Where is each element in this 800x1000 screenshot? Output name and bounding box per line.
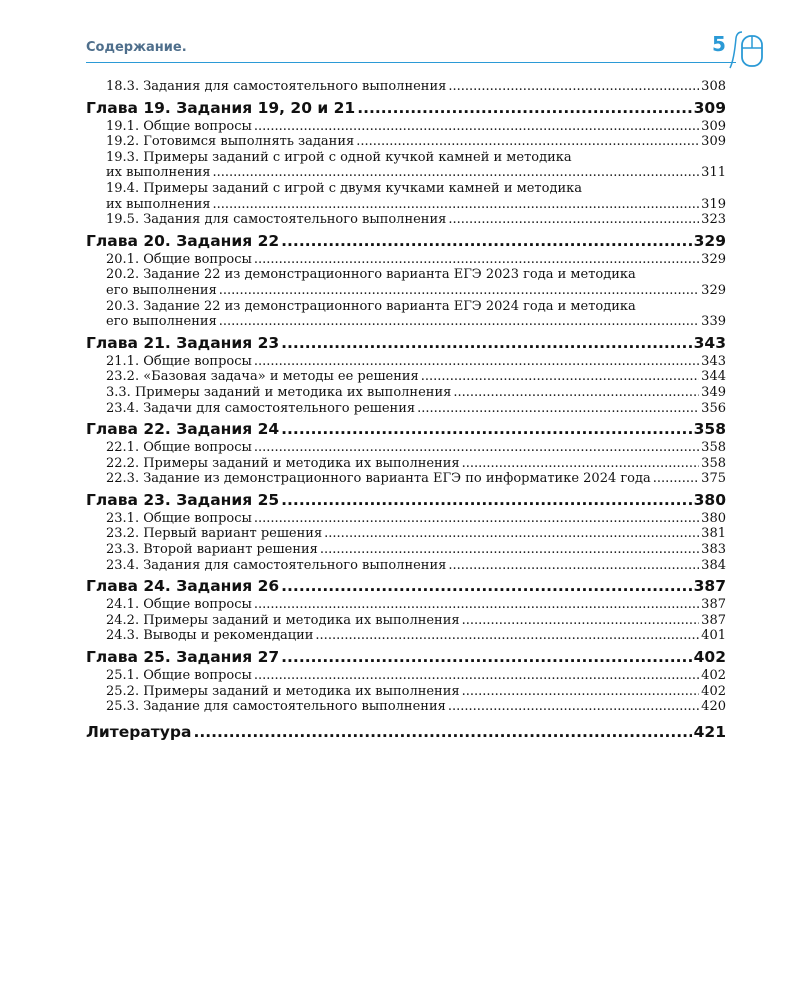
toc-entry-title: Глава 25. Задания 27: [86, 648, 280, 667]
dot-leader: [462, 684, 700, 700]
dot-leader: [254, 252, 699, 268]
toc-section-entry: [86, 558, 726, 574]
toc-entry-page: 383: [701, 542, 726, 558]
toc-entry-page: 401: [701, 628, 726, 644]
toc-section-entry: [86, 134, 726, 150]
toc-entry-title: Глава 24. Задания 26: [86, 577, 280, 596]
dot-leader: [212, 165, 699, 181]
toc-chapter-entry: [86, 577, 726, 595]
page-number: 5: [712, 32, 726, 56]
toc-entry-title: 25.2. Примеры заданий и методика их выполнения: [106, 683, 460, 699]
toc-entry-page: 358: [693, 420, 726, 439]
dot-leader: [356, 134, 699, 150]
toc-entry-title: Глава 23. Задания 25: [86, 490, 280, 509]
toc-entry-title-continued: их выполнения: [106, 165, 211, 181]
toc-entry-title: 19.5. Задания для самостоятельного выполнения: [106, 212, 447, 228]
dot-leader: [254, 511, 699, 527]
toc-section-entry: [86, 526, 726, 542]
dot-leader: [281, 232, 691, 250]
toc-entry-page: 319: [701, 196, 726, 212]
table-of-contents: [86, 79, 726, 743]
toc-entry-page: 309: [693, 98, 726, 117]
toc-section-entry: [86, 511, 726, 527]
toc-entry-title: 22.2. Примеры заданий и методика их выполнения: [106, 455, 460, 471]
toc-section-entry: [86, 613, 726, 629]
toc-entry-title: 3.3. Примеры заданий и методика их выполнения: [106, 384, 452, 400]
toc-entry-page: 387: [701, 612, 726, 628]
toc-section-entry: [86, 354, 726, 370]
toc-chapter-entry: [86, 99, 726, 117]
toc-section-entry: [86, 668, 726, 684]
toc-entry-page: 387: [701, 597, 726, 613]
dot-leader: [453, 385, 699, 401]
dot-leader: [421, 369, 699, 385]
toc-entry-page: 421: [693, 722, 726, 741]
toc-entry-title: 24.2. Примеры заданий и методика их выполнения: [106, 612, 460, 628]
running-header-title: Содержание.: [86, 40, 187, 55]
toc-entry-title: 19.1. Общие вопросы: [106, 118, 252, 134]
toc-chapter-entry: [86, 648, 726, 666]
toc-entry-page: 358: [701, 455, 726, 471]
toc-section-entry: [86, 699, 726, 715]
toc-entry-title: 23.1. Общие вопросы: [106, 510, 252, 526]
toc-entry-page: 420: [701, 699, 726, 715]
toc-section-entry: [86, 212, 726, 228]
toc-entry-title: Глава 21. Задания 23: [86, 333, 280, 352]
toc-entry-title: Глава 19. Задания 19, 20 и 21: [86, 98, 356, 117]
dot-leader: [462, 613, 700, 629]
toc-entry-title-continued: их выполнения: [106, 196, 211, 212]
toc-section-entry: [86, 79, 726, 95]
toc-entry-title: 25.1. Общие вопросы: [106, 668, 252, 684]
dot-leader: [254, 440, 699, 456]
toc-chapter-entry: [86, 334, 726, 352]
dot-leader: [193, 723, 691, 741]
dot-leader: [281, 420, 691, 438]
dot-leader: [324, 526, 699, 542]
toc-entry-page: 329: [693, 231, 726, 250]
toc-section-entry: [86, 299, 726, 330]
toc-entry-page: 375: [701, 471, 726, 487]
toc-section-entry: [86, 181, 726, 212]
dot-leader: [254, 119, 699, 135]
dot-leader: [254, 668, 699, 684]
dot-leader: [219, 283, 699, 299]
dot-leader: [281, 334, 691, 352]
toc-entry-page: 356: [701, 400, 726, 416]
dot-leader: [417, 401, 699, 417]
toc-entry-title: 23.2. «Базовая задача» и методы ее решения: [106, 369, 419, 385]
toc-entry-title: 19.4. Примеры заданий с игрой с двумя кучками камней и методика: [106, 180, 582, 196]
toc-chapter-entry: [86, 723, 726, 741]
dot-leader: [219, 314, 699, 330]
toc-entry-page: 339: [701, 314, 726, 330]
toc-section-entry: [86, 542, 726, 558]
computer-mouse-icon: [728, 30, 766, 70]
toc-entry-title: 23.4. Задания для самостоятельного выполнения: [106, 557, 447, 573]
toc-section-entry: [86, 385, 726, 401]
dot-leader: [448, 558, 699, 574]
toc-entry-page: 323: [701, 212, 726, 228]
dot-leader: [281, 648, 691, 666]
toc-section-entry: [86, 150, 726, 181]
toc-section-entry: [86, 628, 726, 644]
toc-section-entry: [86, 456, 726, 472]
toc-entry-page: 329: [701, 251, 726, 267]
toc-entry-title: 23.2. Первый вариант решения: [106, 526, 323, 542]
toc-entry-page: 344: [701, 369, 726, 385]
toc-entry-page: 380: [701, 510, 726, 526]
dot-leader: [462, 456, 700, 472]
toc-section-entry: [86, 267, 726, 298]
toc-chapter-entry: [86, 232, 726, 250]
toc-entry-page: 309: [701, 134, 726, 150]
toc-section-entry: [86, 369, 726, 385]
toc-entry-page: 343: [693, 333, 726, 352]
toc-entry-title: Литература: [86, 722, 192, 741]
toc-entry-page: 358: [701, 440, 726, 456]
toc-entry-page: 349: [701, 384, 726, 400]
toc-entry-title: 19.3. Примеры заданий с игрой с одной кучкой камней и методика: [106, 149, 572, 165]
toc-section-entry: [86, 684, 726, 700]
toc-entry-title-continued: его выполнения: [106, 314, 217, 330]
toc-section-entry: [86, 401, 726, 417]
dot-leader: [254, 597, 699, 613]
toc-entry-title: 24.3. Выводы и рекомендации: [106, 628, 314, 644]
toc-entry-title: 23.4. Задачи для самостоятельного решения: [106, 400, 416, 416]
toc-entry-page: 384: [701, 557, 726, 573]
toc-entry-title: 25.3. Задание для самостоятельного выполнения: [106, 699, 446, 715]
toc-entry-title: 19.2. Готовимся выполнять задания: [106, 134, 355, 150]
toc-entry-title: 24.1. Общие вопросы: [106, 597, 252, 613]
toc-entry-title: 20.3. Задание 22 из демонстрационного варианта ЕГЭ 2024 года и методика: [106, 298, 636, 314]
toc-entry-page: 387: [693, 577, 726, 596]
dot-leader: [320, 542, 699, 558]
toc-entry-page: 380: [693, 490, 726, 509]
toc-chapter-entry: [86, 420, 726, 438]
toc-entry-page: 311: [701, 165, 726, 181]
toc-chapter-entry: [86, 491, 726, 509]
toc-entry-page: 329: [701, 282, 726, 298]
dot-leader: [448, 699, 699, 715]
dot-leader: [448, 212, 699, 228]
dot-leader: [653, 471, 699, 487]
toc-entry-title: 23.3. Второй вариант решения: [106, 542, 318, 558]
toc-section-entry: [86, 440, 726, 456]
running-header: [86, 30, 776, 64]
toc-section-entry: [86, 471, 726, 487]
toc-entry-title: 22.3. Задание из демонстрационного варианта ЕГЭ по информатике 2024 года: [106, 471, 651, 487]
toc-section-entry: [86, 119, 726, 135]
toc-entry-title: Глава 22. Задания 24: [86, 420, 280, 439]
toc-entry-page: 402: [701, 668, 726, 684]
dot-leader: [281, 577, 691, 595]
dot-leader: [448, 79, 699, 95]
toc-entry-page: 402: [701, 683, 726, 699]
toc-section-entry: [86, 597, 726, 613]
dot-leader: [254, 354, 699, 370]
toc-entry-title-continued: его выполнения: [106, 282, 217, 298]
toc-entry-page: 402: [693, 648, 726, 667]
toc-entry-page: 343: [701, 353, 726, 369]
toc-entry-page: 309: [701, 118, 726, 134]
toc-section-entry: [86, 252, 726, 268]
dot-leader: [315, 628, 699, 644]
dot-leader: [281, 491, 691, 509]
toc-entry-title: 22.1. Общие вопросы: [106, 440, 252, 456]
toc-entry-page: 308: [701, 79, 726, 94]
header-rule: [86, 62, 736, 63]
toc-entry-title: 18.3. Задания для самостоятельного выполнения: [106, 79, 447, 94]
toc-entry-page: 381: [701, 526, 726, 542]
dot-leader: [357, 99, 691, 117]
dot-leader: [212, 197, 699, 213]
toc-entry-title: 20.1. Общие вопросы: [106, 251, 252, 267]
toc-entry-title: 21.1. Общие вопросы: [106, 353, 252, 369]
toc-entry-title: Глава 20. Задания 22: [86, 231, 280, 250]
toc-entry-title: 20.2. Задание 22 из демонстрационного варианта ЕГЭ 2023 года и методика: [106, 267, 636, 283]
